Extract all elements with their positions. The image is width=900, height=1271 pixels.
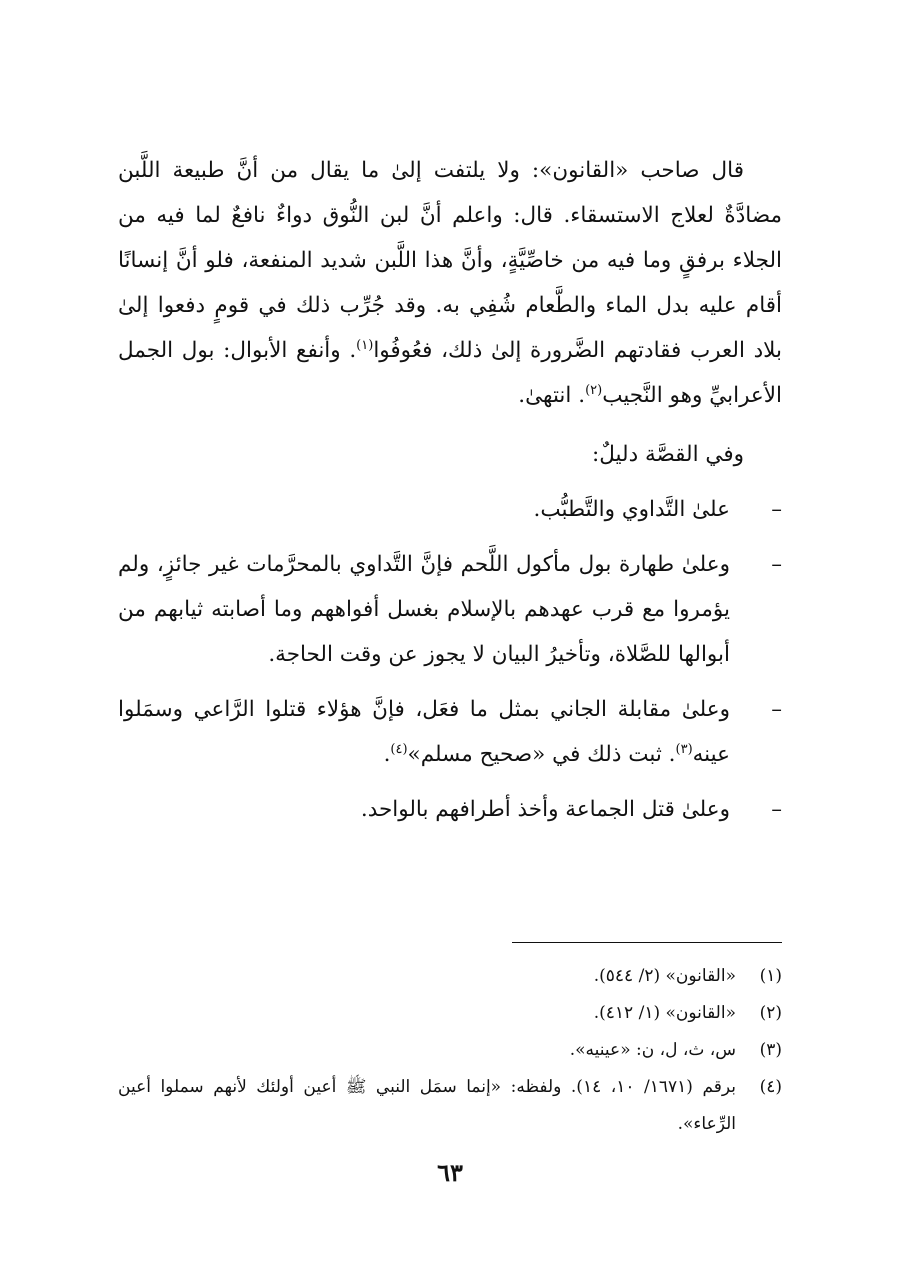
dash-marker: – [771, 797, 782, 822]
opening-paragraph [118, 148, 782, 418]
list-item [118, 787, 782, 832]
footnote-ref-3: (٣) [675, 741, 693, 757]
footnote-number: (٢) [759, 1003, 782, 1023]
footnote-text: «القانون» (٢/ ٥٤٤). [593, 966, 736, 986]
footnote-separator [512, 942, 782, 943]
list-item [118, 542, 782, 677]
main-text [118, 148, 782, 842]
footnote [118, 1069, 782, 1143]
footnote-text: برقم (١٦٧١/ ١٠، ١٤). ولفظه: «إنما سمَل النبي ﷺ أعين أولئك لأنهم سملوا أعين الرِّعاء». [118, 1077, 737, 1134]
footnote-text: س، ث، ل، ن: «عينيه». [569, 1040, 736, 1060]
footnote [118, 1032, 782, 1069]
lead-line: وفي القصَّة دليلٌ: [592, 442, 744, 467]
dash-marker: – [771, 552, 782, 577]
list-item-text: وعلىٰ طهارة بول مأكول اللَّحم فإنَّ التَّداوي بالمحرَّمات غير جائزٍ، ولم يؤمروا مع قرب عهدهم بالإسلام بغسل أفواههم وما أصابته ثيابهم من أبوالها للصَّلاة، وتأخيرُ البيان لا يجوز عن وقت الحاجة. [118, 552, 730, 667]
paragraph-text-a: قال صاحب «القانون»: ولا يلتفت إلىٰ ما يقال من أنَّ طبيعة اللَّبن مضادَّةٌ لعلاج الاستسقاء. قال: واعلم أنَّ لبن النُّوق دواءٌ نافعٌ لما فيه من الجلاء برفقٍ وما فيه من خاصِّيَّةٍ، وأنَّ هذا اللَّبن شديد المنفعة، فلو أنَّ إنسانًا أقام عليه بدل الماء والطَّعام شُفِي به. وقد جُرِّب ذلك في قومٍ دفعوا إلىٰ بلاد العرب فقادتهم الضَّرورة إلىٰ ذلك، فعُوفُوا [118, 158, 782, 363]
list-item-text: علىٰ التَّداوي والتَّطبُّب. [533, 497, 730, 522]
dash-marker: – [771, 697, 782, 722]
footnote-ref-1: (١) [356, 337, 374, 353]
footnote [118, 995, 782, 1032]
list-item-text: وعلىٰ قتل الجماعة وأخذ أطرافهم بالواحد. [360, 797, 730, 822]
footnote-number: (١) [759, 966, 782, 986]
footnote-ref-4: (٤) [390, 741, 408, 757]
footnote [118, 958, 782, 995]
list-item [118, 687, 782, 777]
list-item [118, 487, 782, 532]
paragraph-text-b: . وأنفع الأبوال: بول الجمل الأعرابيِّ وهو النَّجيب [118, 338, 782, 408]
paragraph-text-c: . انتهىٰ. [518, 383, 586, 408]
footnotes [118, 958, 782, 1143]
list-item-text-end: . [383, 742, 391, 767]
list-item-text: وعلىٰ مقابلة الجاني بمثل ما فعَل، فإنَّ هؤلاء قتلوا الرَّاعي وسمَلوا عينه [118, 697, 730, 767]
footnote-number: (٤) [759, 1077, 782, 1097]
footnote-number: (٣) [759, 1040, 782, 1060]
page-number: ٦٣ [437, 1158, 463, 1187]
dash-marker: – [771, 497, 782, 522]
list-item-text-mid: . ثبت ذلك في «صحيح مسلم» [407, 742, 676, 767]
footnote-ref-2: (٢) [585, 382, 603, 398]
evidence-list [118, 487, 782, 832]
footnote-text: «القانون» (١/ ٤١٢). [593, 1003, 736, 1023]
